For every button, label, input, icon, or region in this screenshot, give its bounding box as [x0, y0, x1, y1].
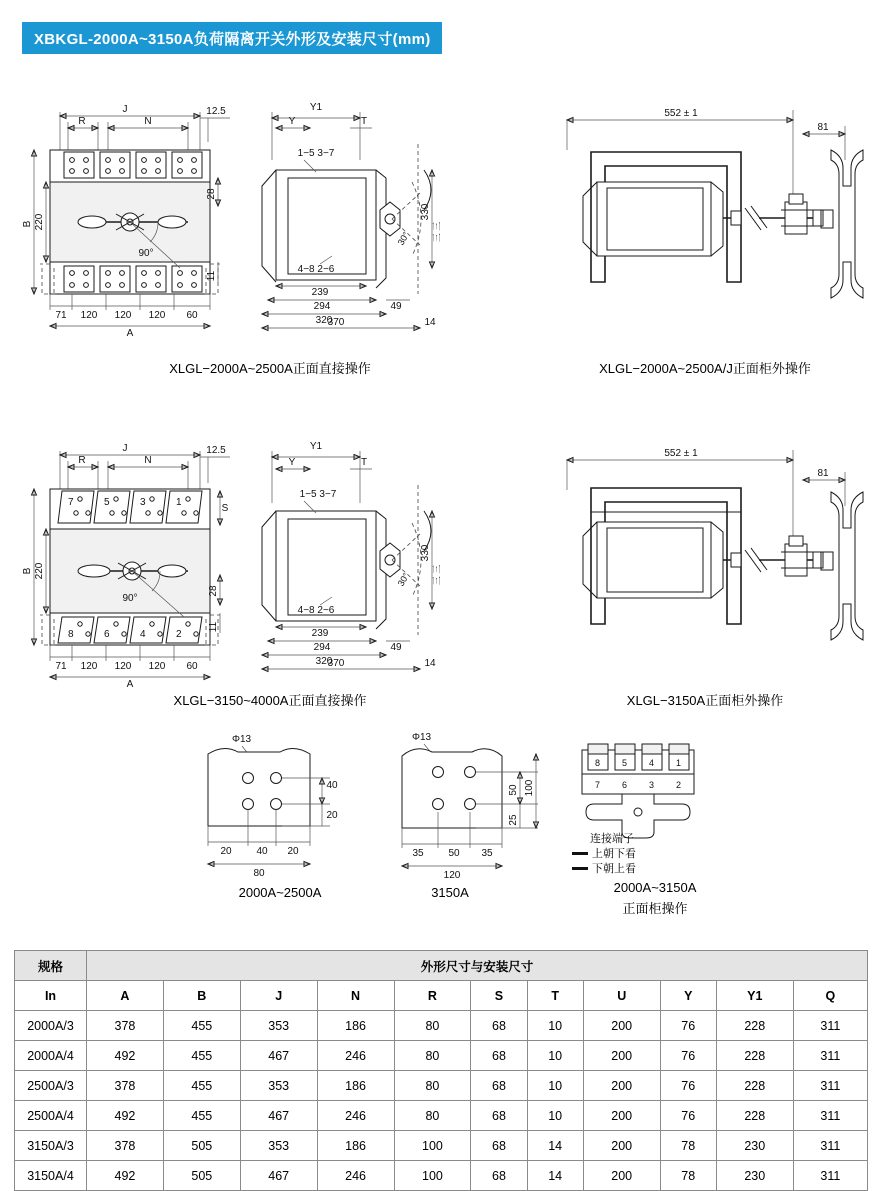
page-title: XBKGL-2000A~3150A负荷隔离开关外形及安装尺寸(mm) [34, 30, 431, 48]
col-s: S [471, 981, 527, 1011]
svg-text:25: 25 [508, 814, 519, 826]
svg-text:49: 49 [390, 642, 402, 653]
dimensions-table [14, 950, 868, 1191]
svg-text:60: 60 [186, 310, 198, 321]
svg-text:Φ13: Φ13 [412, 732, 432, 743]
cell-spec: 3150A/3 [15, 1131, 87, 1161]
svg-text:8: 8 [595, 758, 601, 768]
svg-text:5: 5 [622, 758, 628, 768]
cell-b: 455 [163, 1101, 240, 1131]
cell-s: 68 [471, 1161, 527, 1191]
cell-u: 200 [583, 1131, 660, 1161]
svg-text:552 ± 1: 552 ± 1 [664, 448, 698, 459]
svg-text:120: 120 [148, 661, 166, 672]
svg-text:Y: Y [288, 116, 296, 127]
svg-text:S: S [221, 503, 229, 514]
cell-spec: 2000A/3 [15, 1011, 87, 1041]
cell-y: 76 [660, 1071, 716, 1101]
svg-text:1: 1 [176, 497, 182, 508]
figure-6 [380, 728, 580, 883]
cell-y1: 230 [716, 1161, 793, 1191]
svg-text:N: N [144, 455, 152, 466]
svg-text:1−5 3−7: 1−5 3−7 [297, 148, 335, 159]
figure-6-caption: 3150A [431, 885, 469, 900]
figure-3-caption: XLGL−3150~4000A正面直接操作 [173, 693, 367, 708]
cell-j: 467 [240, 1161, 317, 1191]
svg-text:7: 7 [595, 780, 601, 790]
svg-text:239: 239 [311, 628, 329, 639]
cell-j: 467 [240, 1101, 317, 1131]
svg-text:4: 4 [649, 758, 655, 768]
cell-spec: 3150A/4 [15, 1161, 87, 1191]
svg-text:35: 35 [481, 848, 493, 859]
header-dimensions: 外形尺寸与安装尺寸 [87, 951, 868, 981]
svg-text:三 三: 三 三 [432, 221, 442, 243]
svg-text:40: 40 [326, 780, 338, 791]
cell-u: 200 [583, 1011, 660, 1041]
figure-5 [190, 730, 380, 880]
svg-text:1: 1 [676, 758, 682, 768]
col-in: In [15, 981, 87, 1011]
cell-q: 311 [793, 1101, 867, 1131]
cell-t: 14 [527, 1131, 583, 1161]
cell-y1: 228 [716, 1101, 793, 1131]
svg-text:6: 6 [104, 629, 110, 640]
svg-text:239: 239 [311, 287, 329, 298]
table-row [15, 1011, 868, 1041]
cell-q: 311 [793, 1041, 867, 1071]
svg-text:35: 35 [412, 848, 424, 859]
cell-r: 80 [394, 1071, 471, 1101]
table-group-header-row [15, 951, 868, 981]
table-row [15, 1071, 868, 1101]
svg-text:5: 5 [104, 497, 110, 508]
svg-text:370: 370 [327, 317, 345, 328]
page-header [22, 22, 442, 54]
cell-spec: 2500A/4 [15, 1101, 87, 1131]
cell-b: 505 [163, 1161, 240, 1191]
figure-3 [20, 425, 440, 690]
figure-5-caption: 2000A~2500A [238, 885, 322, 900]
svg-text:20: 20 [326, 810, 338, 821]
cell-q: 311 [793, 1071, 867, 1101]
svg-text:12.5: 12.5 [206, 445, 226, 456]
cell-t: 14 [527, 1161, 583, 1191]
svg-text:8: 8 [68, 629, 74, 640]
figure-7-caption-line2: 正面柜操作 [622, 901, 688, 916]
svg-text:T: T [360, 457, 368, 468]
svg-text:220: 220 [34, 562, 45, 580]
cell-s: 68 [471, 1071, 527, 1101]
col-u: U [583, 981, 660, 1011]
svg-text:B: B [22, 220, 33, 228]
cell-b: 505 [163, 1131, 240, 1161]
cell-a: 378 [87, 1131, 164, 1161]
svg-text:J: J [122, 104, 128, 115]
svg-text:2: 2 [176, 629, 182, 640]
figure-7-caption-line1: 2000A~3150A [613, 880, 697, 895]
col-a: A [87, 981, 164, 1011]
svg-text:50: 50 [508, 784, 519, 796]
figure-7-legend [572, 832, 636, 877]
svg-text:60: 60 [186, 661, 198, 672]
svg-text:120: 120 [80, 661, 98, 672]
cell-y: 78 [660, 1131, 716, 1161]
cell-u: 200 [583, 1101, 660, 1131]
svg-text:30°: 30° [395, 230, 412, 247]
cell-s: 68 [471, 1041, 527, 1071]
cell-a: 492 [87, 1101, 164, 1131]
cell-y1: 228 [716, 1041, 793, 1071]
svg-text:14: 14 [424, 658, 436, 669]
svg-text:320: 320 [315, 315, 333, 326]
legend-line-3: 下朝上看 [572, 862, 636, 877]
svg-text:11: 11 [208, 621, 219, 633]
svg-text:71: 71 [55, 310, 67, 321]
cell-j: 353 [240, 1071, 317, 1101]
cell-q: 311 [793, 1161, 867, 1191]
svg-text:A: A [126, 328, 134, 339]
cell-r: 80 [394, 1011, 471, 1041]
svg-text:294: 294 [313, 642, 331, 653]
cell-s: 68 [471, 1131, 527, 1161]
cell-q: 311 [793, 1011, 867, 1041]
svg-text:11: 11 [206, 270, 217, 282]
cell-y1: 230 [716, 1131, 793, 1161]
figure-1-caption: XLGL−2000A~2500A正面直接操作 [169, 361, 371, 376]
col-r: R [394, 981, 471, 1011]
cell-a: 492 [87, 1161, 164, 1191]
svg-text:20: 20 [220, 846, 232, 857]
figure-4 [545, 430, 865, 680]
svg-text:49: 49 [390, 301, 402, 312]
cell-u: 200 [583, 1071, 660, 1101]
svg-text:120: 120 [148, 310, 166, 321]
cell-y: 76 [660, 1041, 716, 1071]
svg-text:T: T [360, 116, 368, 127]
header-spec: 规格 [15, 951, 87, 981]
cell-y: 76 [660, 1101, 716, 1131]
cell-j: 467 [240, 1041, 317, 1071]
svg-text:71: 71 [55, 661, 67, 672]
cell-n: 186 [317, 1071, 394, 1101]
cell-a: 378 [87, 1011, 164, 1041]
svg-text:120: 120 [80, 310, 98, 321]
svg-text:28: 28 [208, 585, 219, 597]
svg-text:Y: Y [288, 457, 296, 468]
cell-a: 492 [87, 1041, 164, 1071]
svg-text:50: 50 [448, 848, 460, 859]
cell-r: 80 [394, 1101, 471, 1131]
cell-y1: 228 [716, 1011, 793, 1041]
cell-t: 10 [527, 1071, 583, 1101]
svg-text:12.5: 12.5 [206, 106, 226, 117]
svg-text:R: R [78, 116, 86, 127]
svg-text:330: 330 [420, 544, 431, 562]
table-row [15, 1131, 868, 1161]
svg-text:4: 4 [140, 629, 146, 640]
svg-text:3: 3 [649, 780, 655, 790]
cell-b: 455 [163, 1071, 240, 1101]
col-j: J [240, 981, 317, 1011]
table-row [15, 1041, 868, 1071]
svg-text:三 三: 三 三 [432, 564, 442, 586]
svg-text:4−8 2−6: 4−8 2−6 [297, 605, 335, 616]
cell-spec: 2000A/4 [15, 1041, 87, 1071]
cell-spec: 2500A/3 [15, 1071, 87, 1101]
svg-text:Φ13: Φ13 [232, 734, 252, 745]
cell-r: 100 [394, 1161, 471, 1191]
svg-text:81: 81 [817, 122, 829, 133]
svg-text:7: 7 [68, 497, 74, 508]
cell-u: 200 [583, 1161, 660, 1191]
svg-text:40: 40 [256, 846, 268, 857]
col-y: Y [660, 981, 716, 1011]
svg-text:100: 100 [524, 779, 535, 797]
svg-text:Y1: Y1 [309, 441, 323, 452]
svg-text:30°: 30° [395, 571, 412, 588]
svg-text:J: J [122, 443, 128, 454]
figure-1 [20, 82, 440, 342]
svg-text:330: 330 [420, 203, 431, 221]
cell-t: 10 [527, 1011, 583, 1041]
table-row [15, 1101, 868, 1131]
legend-dash-icon [572, 852, 588, 855]
cell-a: 378 [87, 1071, 164, 1101]
cell-b: 455 [163, 1011, 240, 1041]
svg-text:90°: 90° [122, 593, 138, 604]
legend-title: 连接端子 [590, 833, 634, 845]
cell-s: 68 [471, 1101, 527, 1131]
cell-t: 10 [527, 1041, 583, 1071]
col-q: Q [793, 981, 867, 1011]
cell-n: 186 [317, 1011, 394, 1041]
cell-y: 76 [660, 1011, 716, 1041]
cell-b: 455 [163, 1041, 240, 1071]
table-column-header-row [15, 981, 868, 1011]
svg-text:20: 20 [287, 846, 299, 857]
svg-text:A: A [126, 679, 134, 690]
svg-text:4−8 2−6: 4−8 2−6 [297, 264, 335, 275]
cell-r: 80 [394, 1041, 471, 1071]
cell-s: 68 [471, 1011, 527, 1041]
cell-n: 246 [317, 1041, 394, 1071]
col-n: N [317, 981, 394, 1011]
svg-text:120: 120 [114, 661, 132, 672]
col-t: T [527, 981, 583, 1011]
svg-text:28: 28 [206, 188, 217, 200]
cell-n: 246 [317, 1101, 394, 1131]
legend-dash-icon-2 [572, 867, 588, 870]
cell-n: 246 [317, 1161, 394, 1191]
legend-line-2: 上朝下看 [572, 847, 636, 862]
cell-r: 100 [394, 1131, 471, 1161]
col-b: B [163, 981, 240, 1011]
svg-text:220: 220 [34, 213, 45, 231]
svg-text:3: 3 [140, 497, 146, 508]
cell-q: 311 [793, 1131, 867, 1161]
svg-text:552 ± 1: 552 ± 1 [664, 108, 698, 119]
cell-u: 200 [583, 1041, 660, 1071]
cell-y: 78 [660, 1161, 716, 1191]
cell-y1: 228 [716, 1071, 793, 1101]
figure-2 [545, 90, 865, 340]
cell-j: 353 [240, 1131, 317, 1161]
svg-text:120: 120 [443, 870, 461, 881]
svg-text:80: 80 [253, 868, 265, 879]
cell-n: 186 [317, 1131, 394, 1161]
figure-2-caption: XLGL−2000A~2500A/J正面柜外操作 [599, 361, 811, 376]
svg-text:R: R [78, 455, 86, 466]
svg-text:90°: 90° [138, 248, 154, 259]
cell-j: 353 [240, 1011, 317, 1041]
figure-4-caption: XLGL−3150A正面柜外操作 [626, 693, 784, 708]
cell-t: 10 [527, 1101, 583, 1131]
svg-text:294: 294 [313, 301, 331, 312]
svg-text:370: 370 [327, 658, 345, 669]
svg-text:14: 14 [424, 317, 436, 328]
svg-text:B: B [22, 567, 33, 575]
svg-text:6: 6 [622, 780, 628, 790]
svg-text:81: 81 [817, 468, 829, 479]
svg-text:120: 120 [114, 310, 132, 321]
svg-text:320: 320 [315, 656, 333, 667]
svg-text:2: 2 [676, 780, 682, 790]
svg-text:Y1: Y1 [309, 102, 323, 113]
col-y1: Y1 [716, 981, 793, 1011]
table-row [15, 1161, 868, 1191]
svg-text:1−5 3−7: 1−5 3−7 [299, 489, 337, 500]
svg-text:N: N [144, 116, 152, 127]
